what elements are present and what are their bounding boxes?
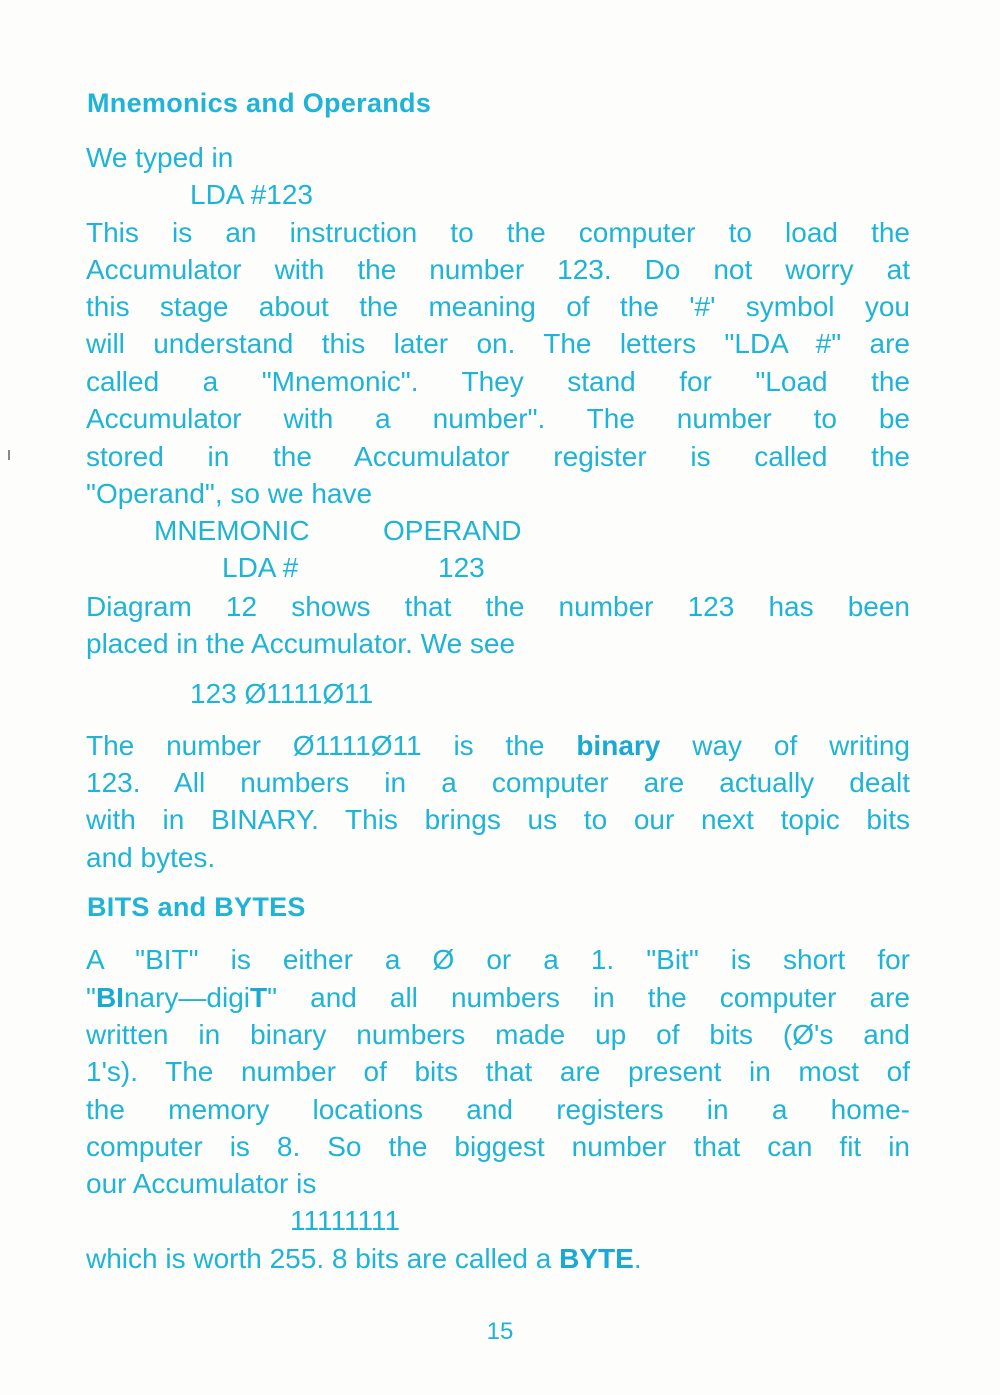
text-span: The number Ø1111Ø11 is the [86, 730, 577, 761]
table-header-mnemonic: MNEMONIC [154, 515, 310, 546]
text-span: . [633, 1243, 642, 1274]
intro-text: We typed in [86, 142, 234, 173]
table-cell-operand: 123 [438, 552, 485, 583]
table-cell-mnemonic: LDA # [222, 552, 299, 583]
paragraph-line [86, 729, 910, 763]
text-span: " and all numbers in the computer are [267, 982, 910, 1013]
paragraph-line: called a "Mnemonic". They stand for "Load the [86, 366, 910, 397]
text-span: which is worth 255. 8 bits are called a [86, 1243, 560, 1274]
paragraph-line: stored in the Accumulator register is called the [86, 441, 910, 472]
paragraph-line: placed in the Accumulator. We see [86, 628, 516, 659]
paragraph-line: This is an instruction to the computer to load the [86, 217, 910, 248]
bold-term-binary: binary [576, 730, 661, 761]
bold-term-byte: BYTE [559, 1243, 634, 1274]
binary-example: 123 Ø1111Ø11 [190, 678, 374, 709]
text-span: " [86, 982, 96, 1013]
paragraph-line: 1's). The number of bits that are present in most of [86, 1056, 910, 1087]
bold-letters: T [250, 982, 268, 1013]
paragraph-line: this stage about the meaning of the '#' symbol you [86, 291, 910, 322]
paragraph-line: written in binary numbers made up of bits (Ø's and [86, 1019, 910, 1050]
paragraph-line: Accumulator with the number 123. Do not worry at [86, 254, 910, 285]
page-number: 15 [486, 1318, 514, 1345]
paragraph-line: "Operand", so we have [86, 478, 373, 509]
text-span: nary—digi [123, 982, 251, 1013]
paragraph-line [86, 981, 910, 1015]
paragraph-line: Diagram 12 shows that the number 123 has been [86, 591, 910, 622]
paragraph-line: the memory locations and registers in a home- [86, 1094, 910, 1125]
paragraph-line [86, 1242, 910, 1276]
paragraph-line: 123. All numbers in a computer are actually dealt [86, 767, 910, 798]
paragraph-line: and bytes. [86, 842, 216, 873]
margin-mark [8, 450, 10, 460]
max-binary-value: 11111111 [290, 1205, 401, 1236]
paragraph-line: with in BINARY. This brings us to our next topic bits [86, 804, 910, 835]
paragraph-line: our Accumulator is [86, 1168, 317, 1199]
paragraph-line: Accumulator with a number". The number to be [86, 403, 910, 434]
section-heading-bits-bytes: BITS and BYTES [87, 892, 306, 922]
instruction-example: LDA #123 [190, 179, 313, 210]
paragraph-line: computer is 8. So the biggest number that can fit in [86, 1131, 910, 1162]
paragraph-line: A "BIT" is either a Ø or a 1. "Bit" is short for [86, 944, 910, 975]
section-heading-mnemonics: Mnemonics and Operands [87, 88, 432, 118]
text-span: way of writing [660, 730, 910, 761]
table-header-operand: OPERAND [383, 515, 522, 546]
bold-letters: BI [95, 982, 124, 1013]
paragraph-line: will understand this later on. The letters "LDA #" are [86, 328, 910, 359]
